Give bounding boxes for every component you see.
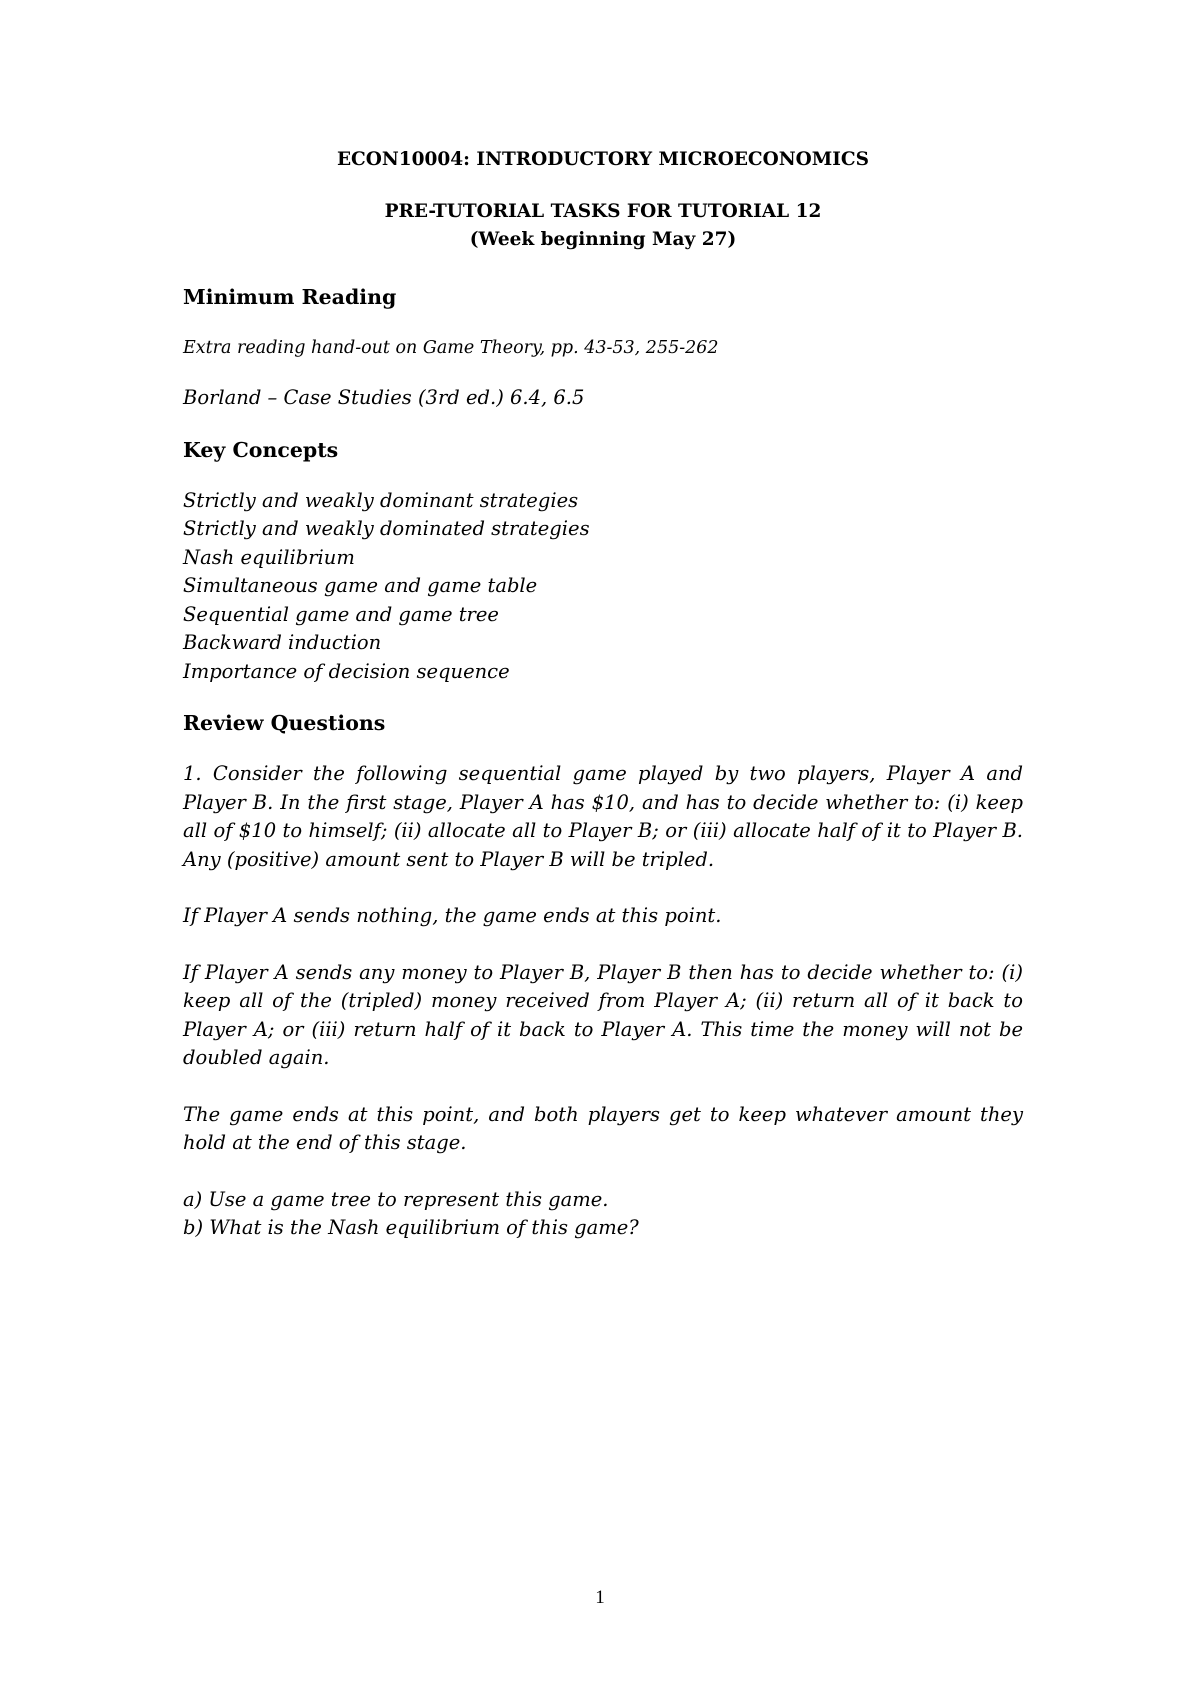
- list-item: Nash equilibrium: [183, 545, 355, 569]
- question-1-part-b: b) What is the Nash equilibrium of this game?: [183, 1216, 639, 1239]
- list-item: Strictly and weakly dominant strategies: [183, 488, 579, 512]
- tasks-title: PRE-TUTORIAL TASKS FOR TUTORIAL 12: [384, 201, 822, 222]
- reading-item-handout: Extra reading hand-out on Game Theory, pp. 43-53, 255-262: [183, 338, 719, 358]
- key-concepts-heading: Key Concepts: [183, 437, 339, 462]
- question-1-paragraph: If Player A sends any money to Player B, Player B then has to decide whether to: (i) keep all of the (tripled) money received from Player A; (ii) return all of it back to Player A; or (iii) return half of it back to Player A. This time the money will not be doubled again.: [183, 960, 1023, 1069]
- review-questions-heading: Review Questions: [183, 711, 386, 735]
- list-item: Sequential game and game tree: [183, 602, 499, 626]
- key-concepts-list: [183, 487, 1023, 687]
- week-subtitle: (Week beginning May 27): [469, 229, 737, 250]
- question-1-paragraph: 1. Consider the following sequential game played by two players, Player A and Player B. In the first stage, Player A has $10, and has to decide whether to: (i) keep all of $10 to himself; (ii) allocate all to Player B; or (iii) allocate half of it to Player B. Any (positive) amount sent to Player B will be tripled.: [183, 762, 1023, 871]
- list-item: Importance of decision sequence: [183, 659, 510, 683]
- reading-item-borland: Borland – Case Studies (3rd ed.) 6.4, 6.5: [183, 386, 585, 409]
- list-item: Backward induction: [183, 631, 382, 654]
- course-title: ECON10004: INTRODUCTORY MICROECONOMICS: [336, 149, 870, 170]
- question-1-part-a: a) Use a game tree to represent this game.: [183, 1187, 609, 1211]
- question-1-paragraph: The game ends at this point, and both players get to keep whatever amount they hold at the end of this stage.: [183, 1102, 1023, 1154]
- list-item: Strictly and weakly dominated strategies: [183, 517, 590, 540]
- list-item: Simultaneous game and game table: [183, 574, 538, 597]
- minimum-reading-heading: Minimum Reading: [183, 285, 397, 309]
- page-number: 1: [595, 1587, 605, 1608]
- question-1-paragraph: If Player A sends nothing, the game ends at this point.: [183, 904, 722, 927]
- document-content: [183, 146, 1023, 1243]
